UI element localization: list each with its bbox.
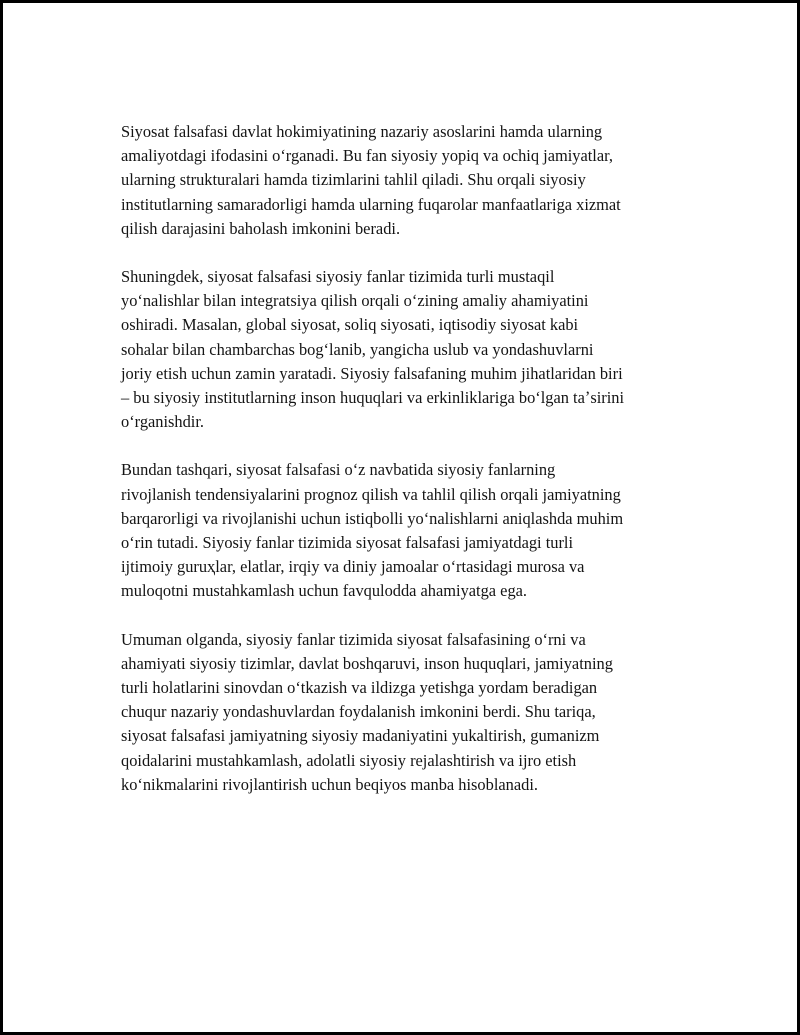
text-line: amaliyotdagi ifodasini oʻrganadi. Bu fan siyosiy yopiq va ochiq jamiyatlar, (121, 146, 614, 166)
text-line: oʻrganishdir. (121, 412, 205, 432)
text-line: muloqotni mustahkamlash uchun favqulodda ahamiyatga ega. (121, 581, 528, 601)
text-line: institutlarning samaradorligi hamda ularning fuqarolar manfaatlariga xizmat (121, 194, 621, 214)
text-line: Shuningdek, siyosat falsafasi siyosiy fanlar tizimida turli mustaqil (121, 267, 555, 287)
text-line: chuqur nazariy yondashuvlardan foydalanish imkonini berdi. Shu tariqa, (121, 702, 596, 722)
paragraph-4 (121, 628, 691, 797)
text-line: ahamiyati siyosiy tizimlar, davlat boshqaruvi, inson huquqlari, jamiyatning (121, 653, 613, 673)
text-line: Umuman olganda, siyosiy fanlar tizimida siyosat falsafasining oʻrni va (121, 629, 586, 649)
text-line: Bundan tashqari, siyosat falsafasi oʻz navbatida siyosiy fanlarning (121, 460, 556, 480)
text-line: turli holatlarini sinovdan oʻtkazish va ildizga yetishga yordam beradigan (121, 678, 598, 698)
text-line: koʻnikmalarini rivojlantirish uchun beqiyos manba hisoblanadi. (121, 774, 538, 794)
text-line: sohalar bilan chambarchas bogʻlanib, yangicha uslub va yondashuvlarni (121, 339, 594, 359)
text-line: ijtimoiy guruҳlar, elatlar, irqiy va diniy jamoalar oʻrtasidagi murosa va (121, 557, 585, 577)
text-line: qoidalarini mustahkamlash, adolatli siyosiy rejalashtirish va ijro etish (121, 750, 577, 770)
text-line: barqarorligi va rivojlanishi uchun istiqbolli yoʻnalishlarni aniqlashda muhim (121, 508, 624, 528)
paragraph-2 (121, 265, 691, 434)
text-line: siyosat falsafasi jamiyatning siyosiy madaniyatini yukaltirish, gumanizm (121, 726, 600, 746)
text-line: oshiradi. Masalan, global siyosat, soliq siyosati, iqtisodiy siyosat kabi (121, 315, 579, 335)
text-line: yoʻnalishlar bilan integratsiya qilish orqali oʻzining amaliy ahamiyatini (121, 291, 589, 311)
paragraph-1 (121, 120, 691, 241)
text-line: oʻrin tutadi. Siyosiy fanlar tizimida siyosat falsafasi jamiyatdagi turli (121, 533, 574, 553)
text-line: Siyosat falsafasi davlat hokimiyatining nazariy asoslarini hamda ularning (121, 122, 603, 141)
text-line: qilish darajasini baholash imkonini beradi. (121, 218, 401, 238)
text-line: – bu siyosiy institutlarning inson huquqlari va erkinliklariga boʻlgan taʼsirini (121, 388, 625, 408)
paragraph-3 (121, 458, 691, 603)
text-line: joriy etish uchun zamin yaratadi. Siyosiy falsafaning muhim jihatlaridan biri (121, 363, 623, 383)
text-line: rivojlanish tendensiyalarini prognoz qilish va tahlil qilish orqali jamiyatning (121, 484, 621, 504)
document-body (121, 120, 691, 821)
text-line: ularning strukturalari hamda tizimlarini tahlil qiladi. Shu orqali siyosiy (121, 170, 586, 190)
